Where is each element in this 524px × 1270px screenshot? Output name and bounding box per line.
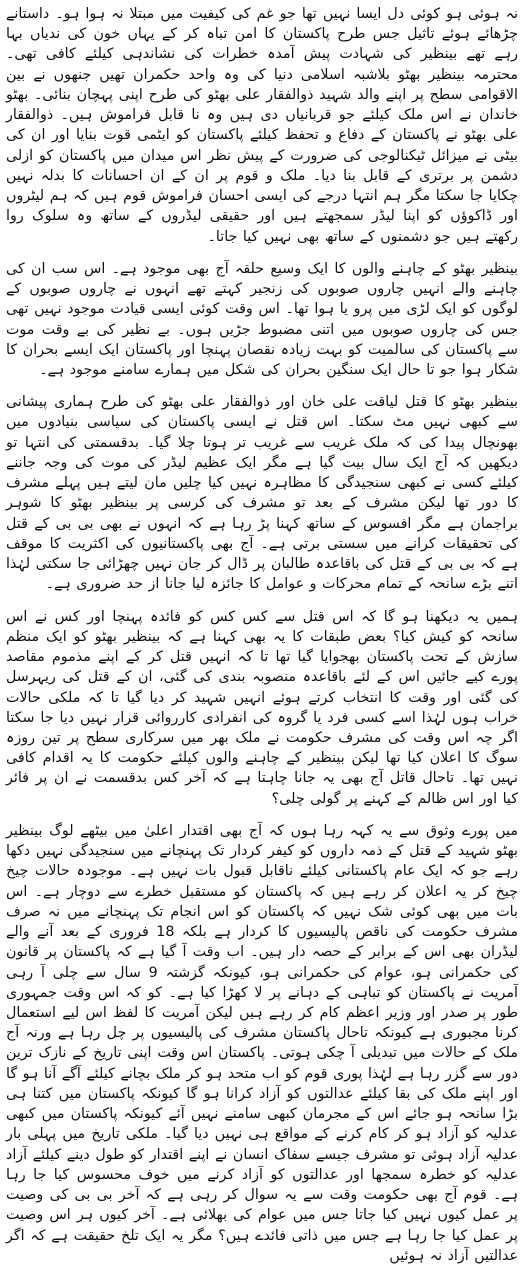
article-paragraph-3: بینظیر بھٹو کا قتل لیاقت علی خان اور ذوالفقار علی بھٹو کی طرح ہماری پیشانی سے کبھی نہیں مٹ سکتا۔ اس قتل نے ایسی پاکستان کی سیاسی بنیادوں میں بھونچال پیدا کی کہ ملک غریب سے غریب تر ہوتا چلا گیا۔ بدقسمتی کی انتہا تو دیکھیں کہ آج ایک سال بیت گیا ہے مگر ایک عظیم لیڈر کی موت کی وجہ جاننے کیلئے کسی نے کبھی سنجیدگی کا مظاہرہ نہیں کیا چلیں مان لیتے ہیں پہلے مشرف کا دور تھا لیکن مشرف کے بعد تو مشرف کی کرسی پر بینظیر بھٹو کا شوہر براجمان ہے مگر افسوس کے ساتھ کہنا پڑ رہا ہے کہ انہوں نے بھی بی بی کے قتل کی تحقیقات کرانے میں سستی برتی ہے۔ آج بھی پاکستانیوں کی اکثریت کا موقف ہے کہ بی بی کے قتل کی باقاعدہ طالبان پر ڈال کر جان نہیں چھڑائی جا سکتی لہٰذا اتنے بڑے سانحہ کے تمام محرکات و عوامل کا جائزہ لیا جانا از حد ضروری ہے۔ [6,394,518,593]
article-paragraph-5: میں پورے وثوق سے یہ کہہ رہا ہوں کہ آج بھی اقتدار اعلیٰ میں بیٹھے لوگ بینظیر بھٹو شہید کے قتل کے ذمہ داروں کو کیفر کردار تک پہنچانے میں سنجیدگی نہیں دکھا رہے جو کہ ایک عام پاکستانی کیلئے ناقابل قبول بات نہیں ہے۔ موجودہ حالات چیخ چیخ کر یہ اعلان کر رہے ہیں کہ پاکستان کو مستقبل خطرے سے دوچار ہے۔ اس بات میں بھی کوئی شک نہیں کہ پاکستان کو اس انجام تک پہنچانے میں نہ صرف مشرف حکومت کی ناقص پالیسیوں کا کردار ہے بلکہ 18 فروری کے بعد آنے والے لیڈران بھی اس کے برابر کے حصہ دار ہیں۔ اب وقت آ گیا ہے کہ پاکستان پر قانون کی حکمرانی ہو، عوام کی حکمرانی ہو، کیونکہ گزشتہ 9 سال سے چلی آ رہی آمریت نے پاکستان کو تباہی کے دہانے پر لا کھڑا کیا ہے۔ کو کہ اس وقت جمہوری طور پر صدر اور وزیر اعظم کام کر رہے ہیں لیکن آمریت کا لفظ اس لیے استعمال کرنا مجبوری ہے کیونکہ تاحال پاکستان مشرف کی پالیسیوں پر چل رہا ہے ورنہ آج ملک کے حالات میں تبدیلی آ چکی ہوتی۔ پاکستان اس وقت اپنی تاریخ کے نازک ترین دور سے گزر رہا ہے لہٰذا پوری قوم کو اب متحد ہو کر ملک بچانے کیلئے آگے آنا ہو گا اور اپنے ملک کی بقا کیلئے عدالتوں کو آزاد کرانا ہو گا کیونکہ پاکستان میں کتنا ہی بڑا سانحہ ہو جائے اس کے مجرمان کبھی سامنے نہیں آئے کیونکہ پاکستان میں کبھی عدلیہ کو آزاد ہو کر کام کرنے کے مواقع ہی نہیں دیا گیا۔ ملکی تاریخ میں پہلی بار عدلیہ آزاد ہوئی تو مشرف جیسے سفاک انسان نے اپنے اقتدار کو طول دینے کیلئے آزاد عدلیہ کو خطرہ سمجھا اور عدالتوں کو آزاد کرنے میں خوف محسوس کیا جا رہا ہے۔ قوم آج بھی حکومت وقت سے یہ سوال کر رہی ہے کہ آخر بی بی کی وصیت پر عمل کیوں نہیں کیا جاتا جس میں عوام کی بھلائی ہے۔ آخر کیوں ہر اس وصیت پر عمل کیا جا رہا ہے جس میں ذاتی فائدے ہیں؟ مگر یہ ایک تلخ حقیقت ہے کہ اگر عدالتیں آزاد نہ ہوئیں [6,822,519,1264]
article-paragraph-1: نہ ہوئی ہو کوئی دل ایسا نہیں تھا جو غم کی کیفیت میں مبتلا نہ ہوا ہو۔ داستانے چڑھائے ہوئے تاثیل جس طرح پاکستان کا امن تباہ کر کے یہاں خون کی ندیاں بہا رہے تھے بینظیر کی شہادت پیش آمدہ خطرات کی نشاندہی کیلئے کافی تھی۔ محترمہ بینظیر بھٹو بلاشبہ اسلامی دنیا کی وہ واحد حکمران تھیں جنھوں نے بین الاقوامی سطح پر اپنے والد شہید ذوالفقار علی بھٹو کی طرح اپنی پہچان بنائی۔ بھٹو خاندان نے اس ملک کیلئے جو قربانیاں دی ہیں وہ نا قابل فراموش ہیں۔ ذوالفقار علی بھٹو نے پاکستان کے دفاع و تحفظ کیلئے پاکستان کو ایٹمی قوت بنایا اور ان کی بیٹی نے میزائل ٹیکنالوجی کی ضرورت کے پیش نظر اس میدان میں پاکستان کو ازلی دشمن پر برتری کے قابل بنا دیا۔ ملک و قوم پر ان کے ان احسانات کا بدلہ نہیں چکایا جا سکتا مگر ہم انتہا درجے کی ایسی احسان فراموش قوم ہیں کہ ہم لیٹروں اور ڈاکوؤں کو اپنا لیڈر سمجھتے ہیں اور حقیقی لیڈروں کے ساتھ وہ سلوک روا رکھتے ہیں جو دشمنوں کے ساتھ بھی نہیں کیا جاتا۔ [6,6,518,245]
article-paragraph-2: بینظیر بھٹو کے چاہنے والوں کا ایک وسیع حلقہ آج بھی موجود ہے۔ اس سب ان کی چاہنے والے انہیں چاروں صوبوں کی زنجیر کہتے تھے انہوں نے چاروں صوبوں کے لوگوں کو ایک لڑی میں پرو یا ہوا تھا۔ اس وقت کوئی ایسی قیادت موجود نہیں تھی جس کی چاروں صوبوں میں اتنی مضبوط جڑیں ہوں۔ بے نظیر کی بے وقت موت سے پاکستان کی سالمیت کو بہت زیادہ نقصان پہنچا اور پاکستان ایک ایسے بحران کا شکار ہوا جو تا حال ایک سنگین بحران کی شکل میں ہمارے سامنے موجود ہے۔ [6,260,518,378]
article-paragraph-4: ہمیں یہ دیکھنا ہو گا کہ اس قتل سے کس کس کو فائدہ پہنچا اور کس نے اس سانحہ کو کیش کیا؟ بعض طبقات کا یہ بھی کہنا ہے کہ بینظیر بھٹو کو ایک منظم سازش کے تحت پاکستان بھجوایا گیا تھا تا کہ انہیں قتل کر کے اپنے مذموم مقاصد پورے کیے جائیں اس کے لئے باقاعدہ منصوبہ بندی کی گئی، ان کے قتل کی ریہرسل کی گئی اور وقت کا انتخاب کرتے ہوئے انہیں شہید کر دیا گیا تا کہ ملکی حالات خراب ہوں لہٰذا اسے کسی فرد یا گروہ کی انفرادی کارروائی قرار نہیں دیا جا سکتا اگر چہ اس وقت کی مشرف حکومت نے ملک بھر میں سرکاری سطح پر تین روزہ سوگ کا اعلان کیا تھا لیکن بینظیر کے چاہنے والوں کیلئے حکومت کا یہ اقدام کافی نہیں تھا۔ تاحال قاتل آج بھی یہ جانا چاہتا ہے کہ آخر کس بدقسمت نے ان پر فائر کیا اور اس ظالم کے کہنے پر گولی چلی؟ [6,608,518,807]
